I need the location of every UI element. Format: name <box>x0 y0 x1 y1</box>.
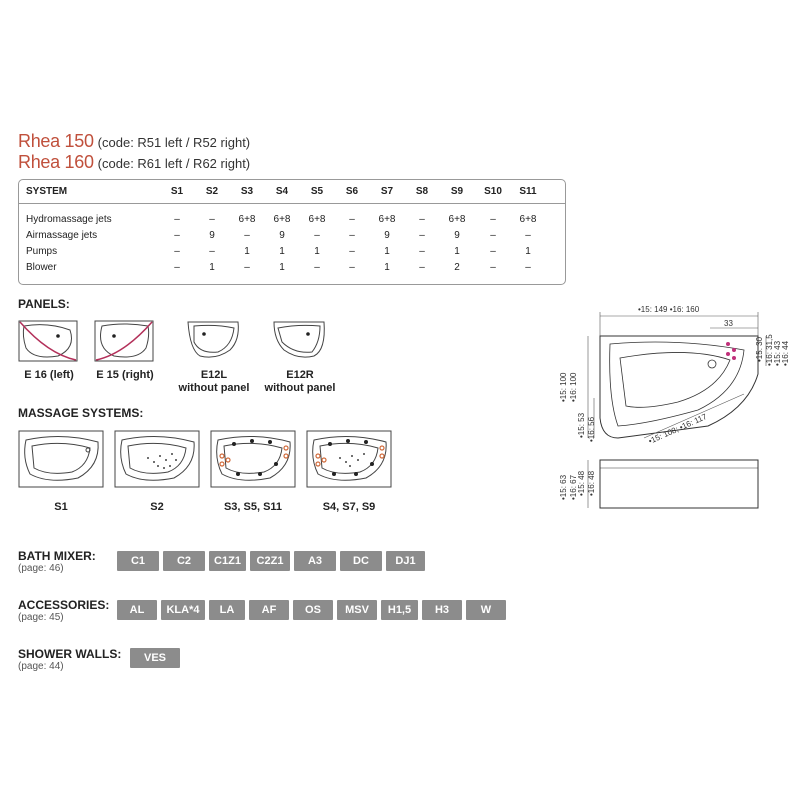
table-cell: 9 <box>279 230 285 241</box>
dim-left-height-b: •16: 100 <box>569 372 578 402</box>
table-cell: 1 <box>279 246 285 257</box>
table-cell: – <box>314 262 320 273</box>
accessories-option[interactable]: KLA*4 <box>161 600 205 620</box>
table-cell: – <box>525 230 531 241</box>
accessories-page: (page: 45) <box>18 612 64 623</box>
shower-walls-option[interactable]: VES <box>130 648 180 668</box>
table-cell: – <box>419 230 425 241</box>
dim-right-v2a: •15: 43 <box>773 340 782 366</box>
table-cell: – <box>244 230 250 241</box>
bath-mixer-option[interactable]: A3 <box>294 551 336 571</box>
accessories-option[interactable]: AF <box>249 600 289 620</box>
panel-e16-diagram <box>18 320 80 364</box>
table-cell: – <box>209 214 215 225</box>
dim-left-height-a: •15: 100 <box>559 372 568 402</box>
accessories-option[interactable]: MSV <box>337 600 377 620</box>
system-spec-table <box>18 179 566 285</box>
massage-label: S3, S5, S11 <box>223 501 283 513</box>
dim-left-inner-b: •16: 56 <box>587 416 596 442</box>
table-cell: – <box>244 262 250 273</box>
massage-s4-diagram <box>306 430 392 488</box>
table-column-header: S6 <box>345 186 359 197</box>
table-column-header: S4 <box>275 186 289 197</box>
table-cell: – <box>174 230 180 241</box>
shower-walls-title: SHOWER WALLS: <box>18 647 122 661</box>
table-cell: – <box>419 214 425 225</box>
table-column-header: S3 <box>240 186 254 197</box>
panel-label: E 16 (left) <box>24 369 74 381</box>
model-name: Rhea 150 <box>18 131 94 151</box>
dim-side-c: •15: 48 <box>577 470 586 496</box>
table-cell: 6+8 <box>378 214 396 225</box>
bath-mixer-option[interactable]: C1 <box>117 551 159 571</box>
massage-label: S4, S7, S9 <box>322 501 376 513</box>
table-cell: – <box>209 246 215 257</box>
table-cell: 6+8 <box>519 214 537 225</box>
table-column-header: S9 <box>450 186 464 197</box>
table-cell: 1 <box>454 246 460 257</box>
dim-side-d: •16: 48 <box>587 470 596 496</box>
panel-label: E12R without panel <box>264 369 336 394</box>
accessories-option[interactable]: AL <box>117 600 157 620</box>
table-column-header: S1 <box>170 186 184 197</box>
panel-label: E 15 (right) <box>96 369 154 381</box>
table-cell: – <box>490 262 496 273</box>
panels-title: PANELS: <box>18 297 70 311</box>
bath-mixer-option[interactable]: C1Z1 <box>209 551 246 571</box>
bath-mixer-option[interactable]: DC <box>340 551 382 571</box>
table-cell: 6+8 <box>238 214 256 225</box>
row-label: Airmassage jets <box>26 230 98 241</box>
model-line-1 <box>18 131 250 152</box>
model-name: Rhea 160 <box>18 152 94 172</box>
dim-side-b: •16: 67 <box>569 474 578 500</box>
dim-right-v1a: •15: 30 <box>755 336 764 362</box>
table-header-label: SYSTEM <box>26 186 68 197</box>
dim-right-v1b: •16: 31,5 <box>765 334 774 366</box>
table-cell: – <box>490 214 496 225</box>
bath-mixer-option[interactable]: C2 <box>163 551 205 571</box>
dim-left-inner-a: •15: 53 <box>577 412 586 438</box>
massage-label: S2 <box>150 501 164 513</box>
table-cell: – <box>174 262 180 273</box>
dim-diagonal: •15: 108; •16: 117 <box>647 412 709 446</box>
table-cell: 6+8 <box>273 214 291 225</box>
accessories-option[interactable]: W <box>466 600 506 620</box>
panel-e12l-diagram <box>186 320 242 360</box>
massage-s1-diagram <box>18 430 104 488</box>
table-cell: – <box>349 246 355 257</box>
table-cell: 9 <box>454 230 460 241</box>
table-cell: 1 <box>384 246 390 257</box>
massage-label: S1 <box>54 501 68 513</box>
table-column-header: S10 <box>484 186 502 197</box>
bath-mixer-page: (page: 46) <box>18 563 64 574</box>
dim-top-width: •15: 149 •16: 160 <box>638 305 700 314</box>
dim-right-small: 33 <box>724 319 733 328</box>
table-column-header: S5 <box>310 186 324 197</box>
table-column-header: S8 <box>415 186 429 197</box>
table-cell: 1 <box>209 262 215 273</box>
bath-mixer-option[interactable]: DJ1 <box>386 551 425 571</box>
table-cell: 1 <box>525 246 531 257</box>
table-cell: – <box>419 262 425 273</box>
table-column-header: S7 <box>380 186 394 197</box>
table-cell: 1 <box>279 262 285 273</box>
table-column-header: S2 <box>205 186 219 197</box>
table-cell: – <box>490 246 496 257</box>
table-cell: 9 <box>384 230 390 241</box>
row-label: Hydromassage jets <box>26 214 112 225</box>
accessories-option[interactable]: OS <box>293 600 333 620</box>
table-cell: 1 <box>314 246 320 257</box>
accessories-option[interactable]: LA <box>209 600 245 620</box>
bath-mixer-title: BATH MIXER: <box>18 549 96 563</box>
table-cell: 1 <box>244 246 250 257</box>
model-line-2 <box>18 152 250 173</box>
table-cell: – <box>349 230 355 241</box>
shower-walls-page: (page: 44) <box>18 661 64 672</box>
table-cell: – <box>314 230 320 241</box>
table-column-header: S11 <box>519 186 537 197</box>
model-code: (code: R61 left / R62 right) <box>97 156 251 171</box>
table-cell: – <box>349 214 355 225</box>
table-cell: – <box>349 262 355 273</box>
massage-s2-diagram <box>114 430 200 488</box>
table-cell: – <box>174 214 180 225</box>
massage-s3-diagram <box>210 430 296 488</box>
table-cell: 1 <box>384 262 390 273</box>
table-cell: – <box>174 246 180 257</box>
table-cell: – <box>419 246 425 257</box>
panel-e15-diagram <box>94 320 156 364</box>
table-cell: 6+8 <box>448 214 466 225</box>
dim-side-a: •15: 63 <box>559 474 568 500</box>
dim-right-v2b: •16: 44 <box>781 340 790 366</box>
table-cell: – <box>525 262 531 273</box>
table-cell: 9 <box>209 230 215 241</box>
row-label: Blower <box>26 262 57 273</box>
accessories-option[interactable]: H1,5 <box>381 600 418 620</box>
panel-label: E12L without panel <box>178 369 250 394</box>
table-cell: 2 <box>454 262 460 273</box>
massage-systems-title: MASSAGE SYSTEMS: <box>18 406 144 420</box>
dimension-drawing <box>548 298 788 518</box>
accessories-title: ACCESSORIES: <box>18 598 110 612</box>
accessories-option[interactable]: H3 <box>422 600 462 620</box>
table-cell: 6+8 <box>308 214 326 225</box>
panel-e12r-diagram <box>272 320 328 360</box>
row-label: Pumps <box>26 246 58 257</box>
table-cell: – <box>490 230 496 241</box>
model-code: (code: R51 left / R52 right) <box>97 135 251 150</box>
bath-mixer-option[interactable]: C2Z1 <box>250 551 290 571</box>
